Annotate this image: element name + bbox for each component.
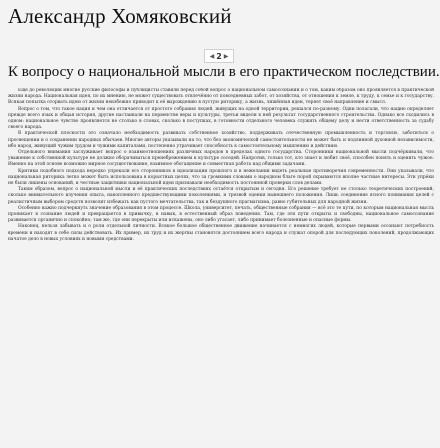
- paragraph: Ещё до революции многие русские философы и публицисты ставили перед собой вопрос о национальном самосознании и о том, каким образом оно проявляется в практической жизни народа. Национальная идея, по их мнению, не может существовать отвлечённо от повседневных забот, от хозяйства, от отношения к земле, к труду, к семье и к государству. Всякая попытка оторвать идею от жизни неизбежно приводит к её вырождению в пустую риторику, а жизнь, лишённая идеи, теряет своё направление и смысл.: [8, 88, 434, 106]
- paragraph: Критики подобного подхода нередко упрекали его сторонников в идеализации прошлого и в нежелании видеть реальные противоречия современности. Они указывали, что национальная риторика легко может быть использована в корыстных целях, что за громкими словами о народном благе порой скрываются вполне частные интересы. Эти упрёки не были лишены оснований, и честные защитники национальной идеи признавали необходимость постоянной проверки слов делами.: [8, 168, 434, 187]
- next-page-icon[interactable]: ▶: [223, 52, 229, 60]
- page-indicator[interactable]: [204, 49, 234, 63]
- paragraph: Особенно важно подчеркнуть значение образования в этом процессе. Школа, университет, печать, общественные собрания — всё это те пути, по которым национальная мысль проникает в сознание людей и превращается в привычку, в навык, в естественный образ поведения. Там, где эти пути открыты и свободны, национальное самосознание развивается органично и спокойно; там же, где они перекрыты или искажены, оно либо угасает, либо принимает болезненные и опасные формы.: [8, 205, 434, 224]
- page-number: 2: [216, 51, 222, 61]
- prev-page-icon[interactable]: ◀: [209, 52, 215, 60]
- paragraph: В практической плоскости это означало необходимость развивать собственное хозяйство, поддерживать отечественную промышленность и торговлю, заботиться о просвещении и о сохранении народных обычаев. Многие авторы указывали на то, что без экономической самостоятельности не может быть и подлинной духовной независимости, ибо народ, живущий чужим трудом и чужими капиталами, постепенно утрачивает способность к самостоятельному мышлению и действию.: [8, 131, 434, 149]
- article-title: К вопросу о национальной мысли в его практическом последствии.: [8, 64, 440, 80]
- paragraph: Таким образом, вопрос о национальной мысли и её практических последствиях остаётся открытым и сегодня. Его решение требует не столько теоретических построений, сколько внимательного изучения опыта, накопленного предшествующими поколениями, и трезвой оценки нынешнего положения. Лишь соединение ясного понимания целей с реалистичным выбором средств позволит избежать как пустого мечтательства, так и бездушного прагматизма, равно губительных для народной жизни.: [8, 187, 434, 205]
- paragraph: Отдельного внимания заслуживает вопрос о взаимоотношениях различных народов в пределах одного государства. Сторонники национальной мысли подчёркивали, что уважение к собственной культуре не должно оборачиваться пренебрежением к культуре соседей. Напротив, только тот, кто знает и любит своё, способен понять и оценить чужое. Именно на этой основе возможно мирное сосуществование, взаимное обогащение и совместная работа над общими задачами.: [8, 150, 434, 168]
- article-body: [8, 88, 434, 444]
- author-name: Александр Хомяковский: [8, 4, 232, 28]
- paragraph: Вопрос о том, что такое нация и чем она отличается от простого собрания людей, живущих на одной территории, решался по-разному. Одни полагали, что нацию определяет прежде всего язык и общая история, другие настаивали на первенстве веры и культуры, третьи видели в ней результат государственного строительства. Однако все сходились в одном: национальное чувство проявляется не столько в словах, сколько в поступках, в готовности отдельного человека служить общему делу и нести ответственность за судьбу своего народа.: [8, 106, 434, 131]
- paragraph: Наконец, нельзя забывать и о роли отдельной личности. Всякое большое общественное движение начинается с немногих людей, которые первыми осознают потребность времени и находят в себе силы действовать. Их пример, их труд и их жертвы становятся достоянием всего народа и служат опорой для последующих поколений, продолжающих начатое дело в новых условиях и новыми средствами.: [8, 224, 434, 242]
